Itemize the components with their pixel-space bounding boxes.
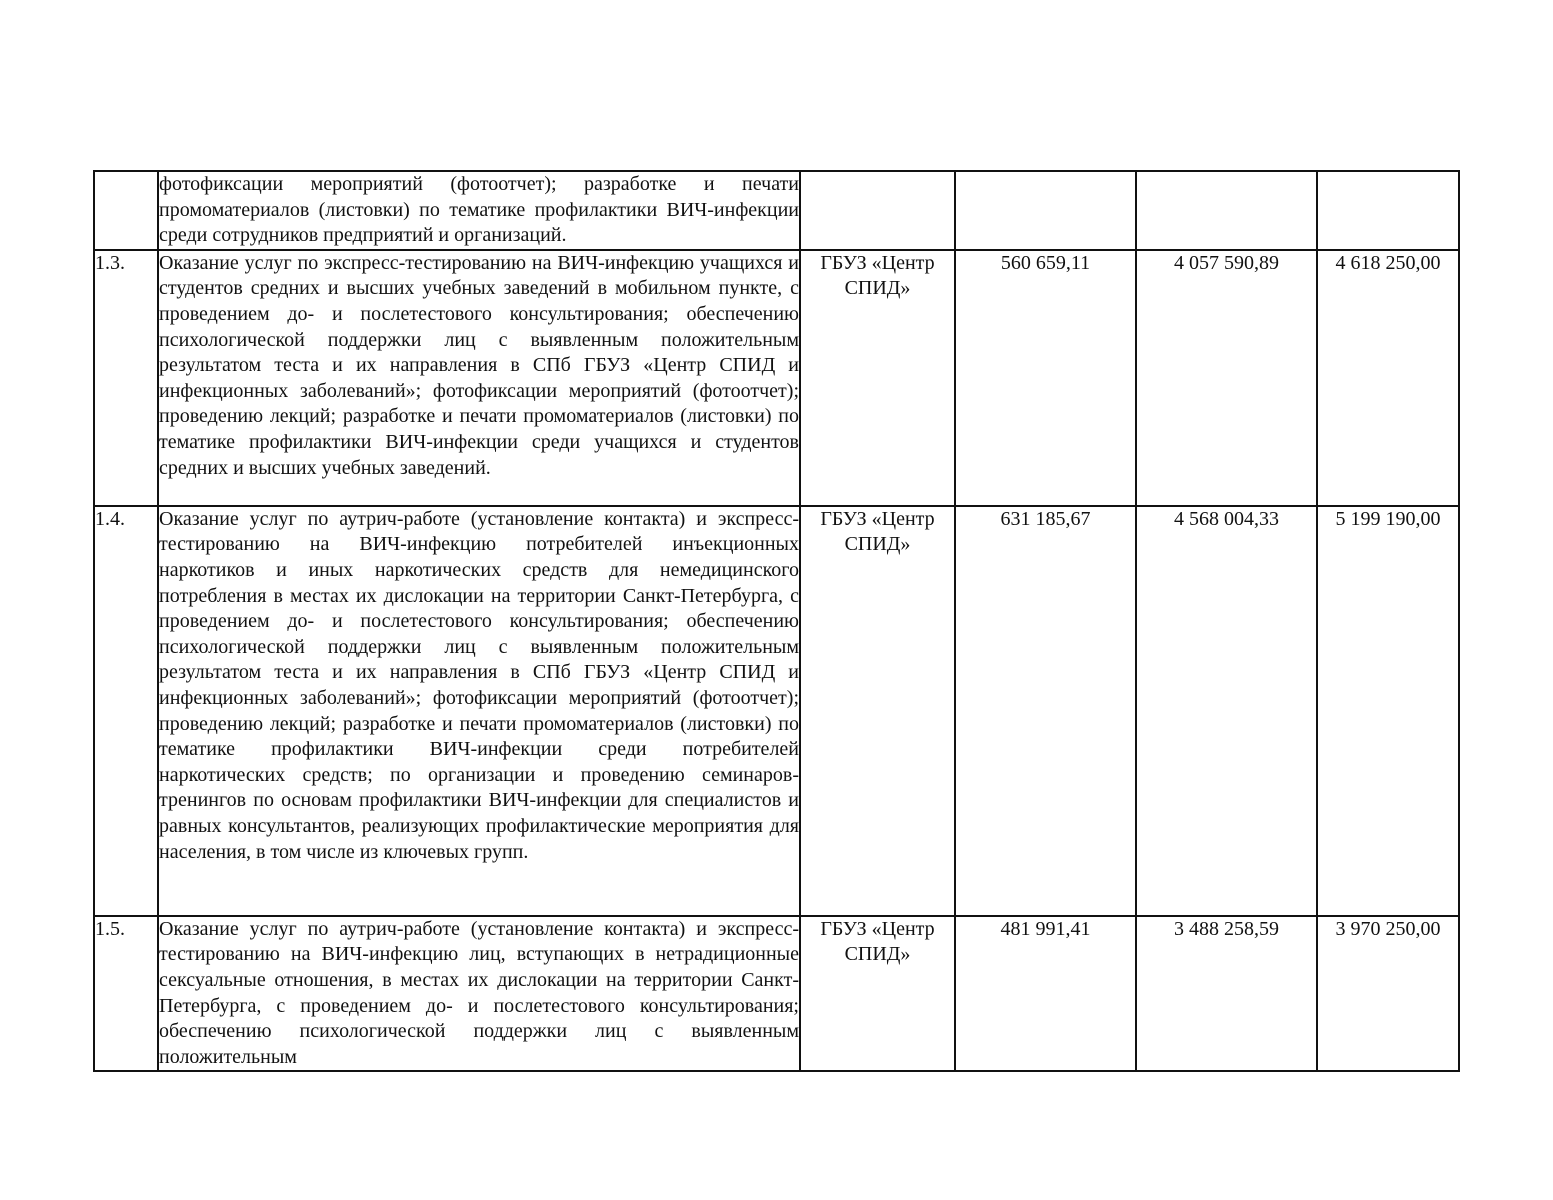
amount-cell-1: 560 659,11 — [955, 250, 1136, 506]
table-row — [94, 916, 1459, 1072]
amount-cell-1: 481 991,41 — [955, 916, 1136, 1072]
executor-cell: ГБУЗ «Центр СПИД» — [800, 250, 955, 506]
item-description-cell: фотофиксации мероприятий (фотоотчет); разработке и печати промоматериалов (листовки) по тематике профилактики ВИЧ-инфекции среди сотрудников предприятий и организаций. — [158, 171, 800, 250]
item-number-cell: 1.5. — [94, 916, 158, 1072]
item-number-cell — [94, 171, 158, 250]
executor-cell — [800, 171, 955, 250]
amount-cell-1 — [955, 171, 1136, 250]
amount-cell-2: 4 057 590,89 — [1136, 250, 1317, 506]
executor-cell: ГБУЗ «Центр СПИД» — [800, 916, 955, 1072]
amount-cell-2: 4 568 004,33 — [1136, 506, 1317, 916]
item-description-cell: Оказание услуг по аутрич-работе (установление контакта) и экспресс-тестированию на ВИЧ-инфекцию потребителей инъекционных наркотиков и иных наркотических средств для немедицинского потребления в местах их дислокации на территории Санкт-Петербурга, с проведением до- и послетестового консультирования; обеспечению психологической поддержки лиц с выявленным положительным результатом теста и их направления в СПб ГБУЗ «Центр СПИД и инфекционных заболеваний»; фотофиксации мероприятий (фотоотчет); проведению лекций; разработке и печати промоматериалов (листовки) по тематике профилактики ВИЧ-инфекции среди потребителей наркотических средств; по организации и проведению семинаров-тренингов по основам профилактики ВИЧ-инфекции для специалистов и равных консультантов, реализующих профилактические мероприятия для населения, в том числе из ключевых групп. — [158, 506, 800, 916]
item-description-cell: Оказание услуг по экспресс-тестированию на ВИЧ-инфекцию учащихся и студентов средних и высших учебных заведений в мобильном пункте, с проведением до- и послетестового консультирования; обеспечению психологической поддержки лиц с выявленным положительным результатом теста и их направления в СПб ГБУЗ «Центр СПИД и инфекционных заболеваний»; фотофиксации мероприятий (фотоотчет); проведению лекций; разработке и печати промоматериалов (листовки) по тематике профилактики ВИЧ-инфекции среди учащихся и студентов средних и высших учебных заведений. — [158, 250, 800, 506]
table-row — [94, 250, 1459, 506]
amount-cell-1: 631 185,67 — [955, 506, 1136, 916]
table-row — [94, 171, 1459, 250]
item-number-cell: 1.3. — [94, 250, 158, 506]
total-amount-cell: 5 199 190,00 — [1317, 506, 1459, 916]
total-amount-cell: 4 618 250,00 — [1317, 250, 1459, 506]
amount-cell-2 — [1136, 171, 1317, 250]
amount-cell-2: 3 488 258,59 — [1136, 916, 1317, 1072]
total-amount-cell — [1317, 171, 1459, 250]
total-amount-cell: 3 970 250,00 — [1317, 916, 1459, 1072]
item-description-cell: Оказание услуг по аутрич-работе (установление контакта) и экспресс-тестированию на ВИЧ-инфекцию лиц, вступающих в нетрадиционные сексуальные отношения, в местах их дислокации на территории Санкт-Петербурга, с проведением до- и послетестового консультирования; обеспечению психологической поддержки лиц с выявленным положительным — [158, 916, 800, 1072]
executor-cell: ГБУЗ «Центр СПИД» — [800, 506, 955, 916]
document-page — [93, 170, 1458, 1072]
table-row — [94, 506, 1459, 916]
item-number-cell: 1.4. — [94, 506, 158, 916]
program-measures-table — [93, 170, 1460, 1072]
